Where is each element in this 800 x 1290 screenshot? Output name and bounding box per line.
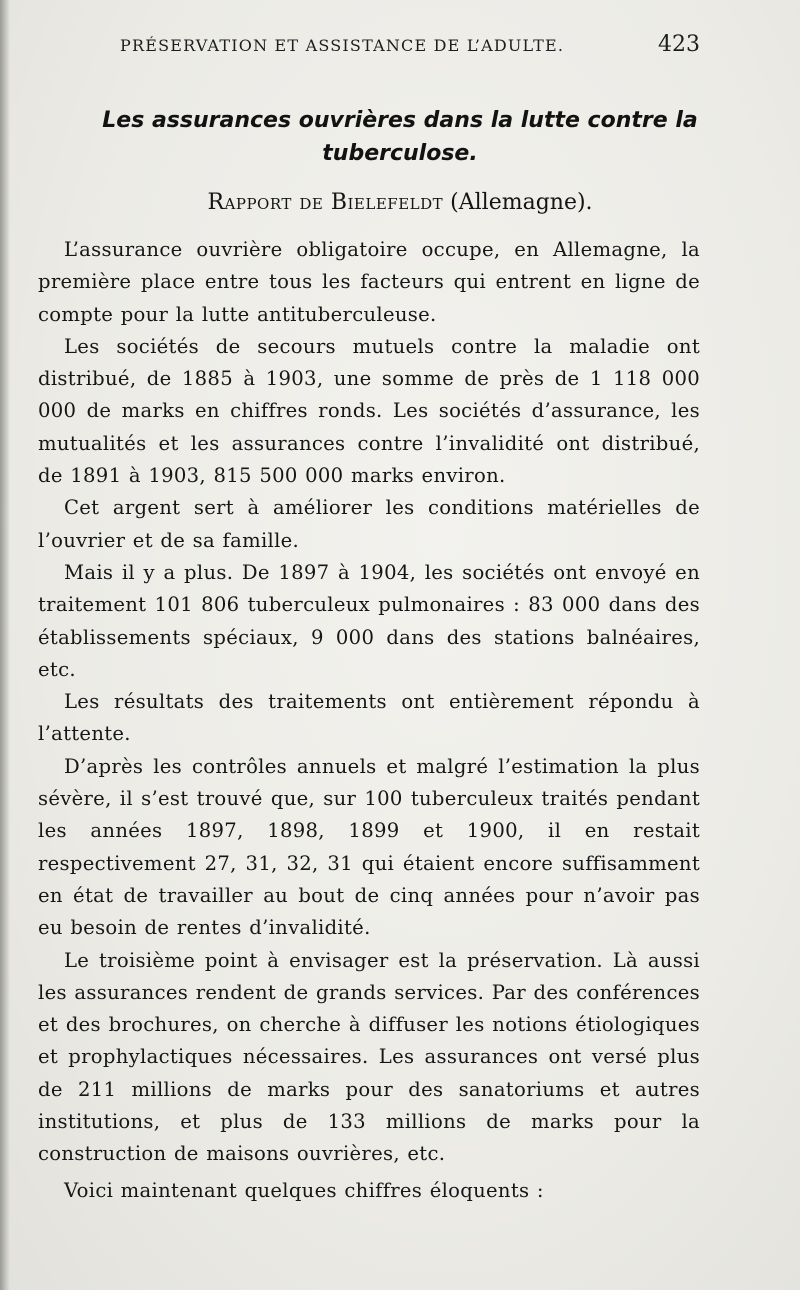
running-head [0, 32, 800, 62]
paragraph-4: Mais il y a plus. De 1897 à 1904, les sociétés ont envoyé en traitement 101 806 tuberculeux pulmonaires : 83 000 dans des établissements spéciaux, 9 000 dans des stations balnéaires, etc. [38, 560, 700, 681]
paragraph-1: L’assurance ouvrière obligatoire occupe, en Allemagne, la première place entre tous les facteurs qui entrent en ligne de compte pour la lutte antituberculeuse. [38, 238, 700, 326]
page-number: 423 [658, 32, 700, 57]
page-spine-shadow [0, 0, 10, 1290]
report-prefix: Rapport de [207, 190, 331, 215]
paragraph-6: D’après les contrôles annuels et malgré l’estimation la plus sévère, il s’est trouvé que, sur 100 tuberculeux traités pendant les années 1897, 1898, 1899 et 1900, il en restait respectivement 27, 31, 32, 31 qui étaient encore suffisamment en état de travailler au bout de cinq années pour n’avoir pas eu besoin de rentes d’invalidité. [38, 754, 700, 940]
paragraph-3: Cet argent sert à améliorer les conditions matérielles de l’ouvrier et de sa famille. [38, 496, 700, 552]
paragraph-8: Voici maintenant quelques chiffres éloquents : [64, 1178, 544, 1202]
running-head-title: PRÉSERVATION ET ASSISTANCE DE L’ADULTE. [120, 36, 565, 55]
article-title: Les assurances ouvrières dans la lutte contre la tuberculose. [102, 108, 698, 166]
report-country: (Allemagne). [443, 190, 593, 215]
paragraph-2: Les sociétés de secours mutuels contre la maladie ont distribué, de 1885 à 1903, une somme de près de 1 118 000 000 de marks en chiffres ronds. Les sociétés d’assurance, les mutualités et les assurances contre l’invalidité ont distribué, de 1891 à 1903, 815 500 000 marks environ. [38, 334, 700, 488]
report-author: Bielefeldt [330, 190, 444, 215]
body-text [38, 234, 700, 1207]
report-byline [40, 187, 760, 219]
paragraph-7: Le troisième point à envisager est la préservation. Là aussi les assurances rendent de grands services. Par des conférences et des brochures, on cherche à diffuser les notions étiologiques et prophylactiques nécessaires. Les assurances ont versé plus de 211 millions de marks pour des sanatoriums et autres institutions, et plus de 133 millions de marks pour la construction de maisons ouvrières, etc. [38, 948, 700, 1166]
paragraph-5: Les résultats des traitements ont entièrement répondu à l’attente. [38, 690, 700, 746]
